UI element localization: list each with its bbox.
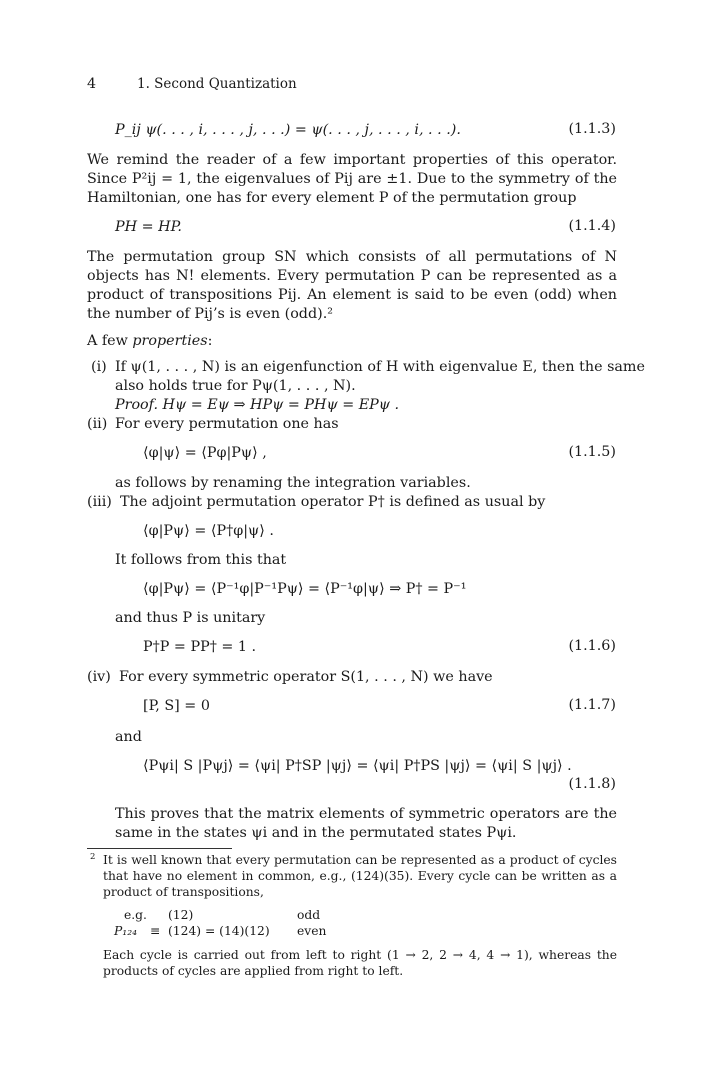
equation-1-1-6: P†P = PP† = 1 . (143, 639, 257, 655)
equation-1-1-5: ⟨φ|ψ⟩ = ⟨Pφ|Pψ⟩ , (143, 445, 267, 461)
item-iv-and: and (115, 729, 142, 745)
item-iii-line1: The adjoint permutation operator P† is defined as usual by (120, 494, 546, 510)
footnote-rule (87, 848, 232, 849)
item-iii-line3: and thus P is unitary (115, 610, 266, 626)
page-number: 4 (87, 76, 97, 92)
equation-number: (1.1.6) (568, 638, 616, 654)
equation-number: (1.1.5) (568, 444, 616, 460)
item-ii-line1: For every permutation one has (115, 416, 339, 432)
item-label-iv: (iv) (87, 669, 111, 685)
heading-text: A few (87, 333, 133, 349)
item-iii-line2: It follows from this that (115, 552, 287, 568)
proof-text: Hψ = Eψ ⇒ HPψ = PHψ = EPψ . (162, 397, 400, 413)
footnote-row1-expr: (12) (168, 908, 194, 922)
proof-label: Proof. (115, 397, 158, 413)
item-i-proof (115, 396, 399, 415)
item-label-iii: (iii) (87, 494, 112, 510)
equation-number: (1.1.7) (568, 697, 616, 713)
item-i-line1: If ψ(1, . . . , N) is an eigenfunction of H with eigenvalue E, then the same (115, 359, 645, 375)
item-iv-line1: For every symmetric operator S(1, . . . , N) we have (119, 669, 493, 685)
equation-adjoint: ⟨φ|Pψ⟩ = ⟨P†φ|ψ⟩ . (143, 523, 274, 539)
item-i-line2: also holds true for Pψ(1, . . . , N). (115, 378, 356, 394)
equation-1-1-4: PH = HP. (115, 219, 182, 235)
equation-1-1-3: P_ij ψ(. . . , i, . . . , j, . . .) = ψ(. . . , j, . . . , i, . . .). (115, 122, 461, 138)
footnote-paragraph: Each cycle is carried out from left to right (1 → 2, 2 → 4, 4 → 1), whereas the products of cycles are applied from right to left. (103, 948, 617, 978)
heading-colon: : (207, 333, 213, 349)
heading-emphasis: properties (132, 333, 208, 349)
paragraph-text: We remind the reader of a few important properties of this operator. Since P²ij = 1, the eigenvalues of Pij are ±1. Due to the symmetry of the Hamiltonian, one has for every element P of the permutation group (87, 152, 617, 206)
footnote-text-2 (103, 947, 617, 979)
footnote-row2-eq: ≡ (150, 924, 161, 938)
equation-number: (1.1.8) (568, 776, 616, 792)
few-properties-heading (87, 332, 212, 351)
footnote-text (103, 852, 617, 900)
footnote-mark: 2 (90, 852, 96, 862)
footnote-paragraph: It is well known that every permutation can be represented as a product of cycles that have no element in common, e.g., (124)(35). Every cycle can be written as a product of transpositions, (103, 853, 617, 899)
footnote-row2-parity: even (297, 924, 327, 938)
conclusion-text: This proves that the matrix elements of symmetric operators are the same in the states ψi and in the permutated states Pψi. (115, 806, 617, 841)
footnote-row1-parity: odd (297, 908, 321, 922)
item-iv-conclusion (115, 805, 617, 843)
running-title: 1. Second Quantization (137, 76, 297, 92)
item-label-i: (i) (91, 359, 107, 375)
item-label-ii: (ii) (87, 416, 108, 432)
equation-inverse: ⟨φ|Pψ⟩ = ⟨P⁻¹φ|P⁻¹Pψ⟩ = ⟨P⁻¹φ|ψ⟩ ⇒ P† = P⁻¹ (143, 581, 467, 597)
paragraph-permutation-group (87, 248, 617, 324)
equation-number: (1.1.4) (568, 218, 616, 234)
footnote-eg: e.g. (124, 908, 147, 922)
footnote-row2-lhs: P₁₂₄ (114, 924, 138, 938)
paragraph-operator-properties (87, 151, 617, 208)
item-ii-line2: as follows by renaming the integration variables. (115, 475, 471, 491)
equation-number: (1.1.3) (568, 121, 616, 137)
footnote-row2-expr: (124) = (14)(12) (168, 924, 270, 938)
equation-1-1-7: [P, S] = 0 (143, 698, 210, 714)
paragraph-text: The permutation group SN which consists of all permutations of N objects has N! elements. Every permutation P can be represented as a product of transpositions Pij. An element is said to be even (odd) when the number of Pij’s is even (odd).² (87, 249, 617, 322)
equation-1-1-8: ⟨Pψi| S |Pψj⟩ = ⟨ψi| P†SP |ψj⟩ = ⟨ψi| P†PS |ψj⟩ = ⟨ψi| S |ψj⟩ . (143, 758, 572, 774)
